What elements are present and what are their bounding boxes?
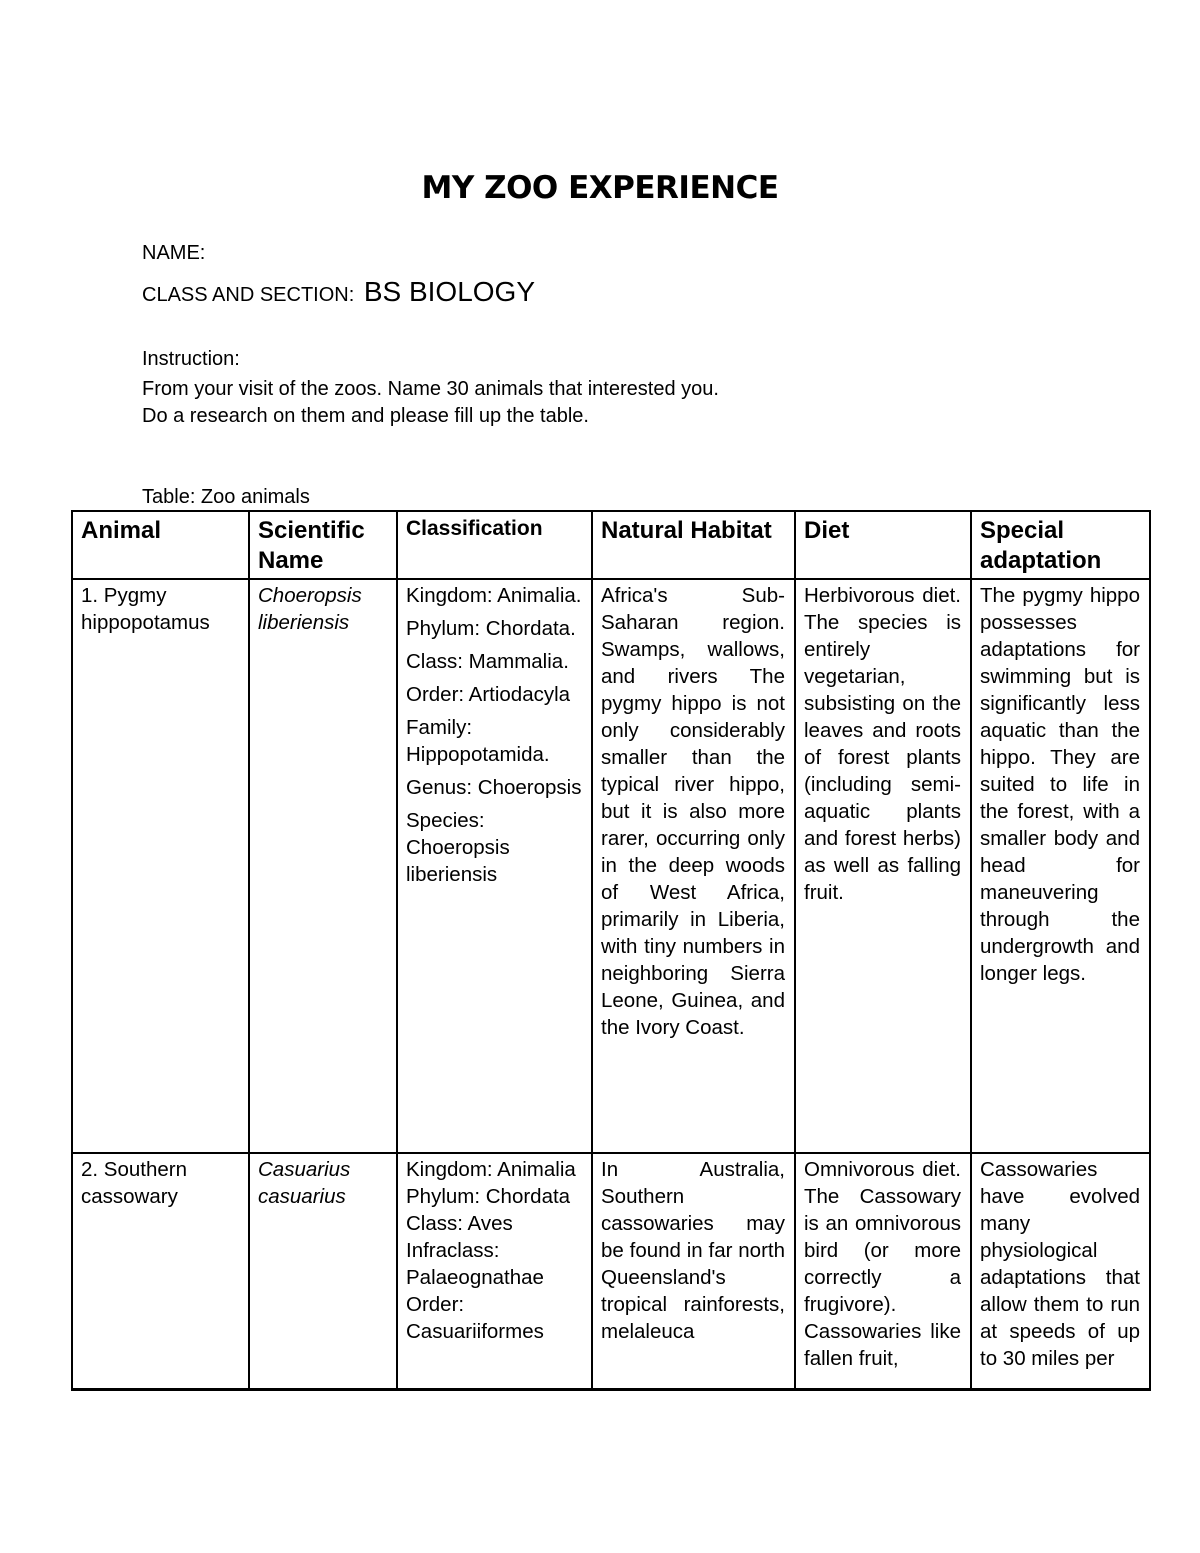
instruction-line-2: Do a research on them and please fill up the table. <box>142 405 589 427</box>
page-title: MY ZOO EXPERIENCE <box>421 170 779 206</box>
natural-habitat-cell: Africa's Sub-Saharan region. Swamps, wallows, and rivers The pygmy hippo is not only considerably smaller than the typical river hippo, but it is also more rarer, occurring only in the deep woods of West Africa, primarily in Liberia, with tiny numbers in neighboring Sierra Leone, Guinea, and the Ivory Coast. <box>592 579 795 1153</box>
class-section-line <box>142 276 535 308</box>
classification-item: Order: Artiodacyla <box>406 683 571 706</box>
classification-item: Kingdom: Animalia. <box>406 584 582 607</box>
zoo-animals-table <box>71 510 1151 1391</box>
table-header-row <box>72 511 1150 579</box>
classification-item: Infraclass: Palaeognathae <box>406 1239 544 1289</box>
column-header-classification: Classification <box>397 511 592 579</box>
animal-cell: 1. Pygmy hippopotamus <box>72 579 249 1153</box>
classification-item: Phylum: Chordata <box>406 1185 571 1208</box>
special-adaptation-cell: The pygmy hippo possesses adaptations for swimming but is significantly less aquatic than the hippo. They are suited to life in the forest, with a smaller body and head for maneuvering through the undergrowth and longer legs. <box>971 579 1150 1153</box>
column-header-diet: Diet <box>795 511 971 579</box>
column-header-natural-habitat: Natural Habitat <box>592 511 795 579</box>
special-adaptation-text: Cassowaries have evolved many physiological adaptations that allow them to run at speeds of up to 30 miles per <box>980 1158 1140 1370</box>
classification-cell <box>397 579 592 1153</box>
classification-cell <box>397 1153 592 1390</box>
table-row <box>72 579 1150 1153</box>
classification-item: Kingdom: Animalia <box>406 1158 576 1181</box>
name-field-label: NAME: <box>142 242 206 264</box>
instruction-line-1: From your visit of the zoos. Name 30 animals that interested you. <box>142 378 719 400</box>
instruction-heading: Instruction: <box>142 348 240 370</box>
table-caption: Table: Zoo animals <box>142 486 310 508</box>
classification-item: Order: Casuariiformes <box>406 1293 544 1343</box>
column-header-special-adaptation: Special adaptation <box>971 511 1150 579</box>
diet-cell <box>795 1153 971 1390</box>
scientific-name-cell <box>249 1153 397 1390</box>
animal-text: 2. Southern cassowary <box>81 1158 187 1208</box>
column-header-animal: Animal <box>72 511 249 579</box>
classification-item: Species: Choeropsis liberiensis <box>406 809 510 886</box>
classification-list <box>406 1156 582 1386</box>
natural-habitat-cell <box>592 1153 795 1390</box>
special-adaptation-cell <box>971 1153 1150 1390</box>
classification-item: Genus: Choeropsis <box>406 776 582 799</box>
diet-cell: Herbivorous diet. The species is entirely vegetarian, subsisting on the leaves and roots of forest plants (including semi-aquatic plants and forest herbs) as well as falling fruit. <box>795 579 971 1153</box>
classification-item: Class: Mammalia. <box>406 650 569 673</box>
classification-item: Class: Aves <box>406 1212 513 1235</box>
natural-habitat-text: In Australia, Southern cassowaries may be found in far north Queensland's tropical rainforests, melaleuca <box>601 1158 785 1343</box>
table-row <box>72 1153 1150 1390</box>
class-section-label: CLASS AND SECTION: <box>142 284 355 306</box>
animal-cell <box>72 1153 249 1390</box>
classification-item: Family: Hippopotamida. <box>406 716 550 766</box>
diet-text: Omnivorous diet. The Cassowary is an omnivorous bird (or more correctly a frugivore). Cassowaries like fallen fruit, <box>804 1158 961 1370</box>
column-header-scientific-name: Scientific Name <box>249 511 397 579</box>
scientific-name-text: Casuarius casuarius <box>258 1158 351 1208</box>
classification-item: Phylum: Chordata. <box>406 617 576 640</box>
scientific-name-cell: Choeropsis liberiensis <box>249 579 397 1153</box>
class-section-value: BS BIOLOGY <box>363 276 536 307</box>
